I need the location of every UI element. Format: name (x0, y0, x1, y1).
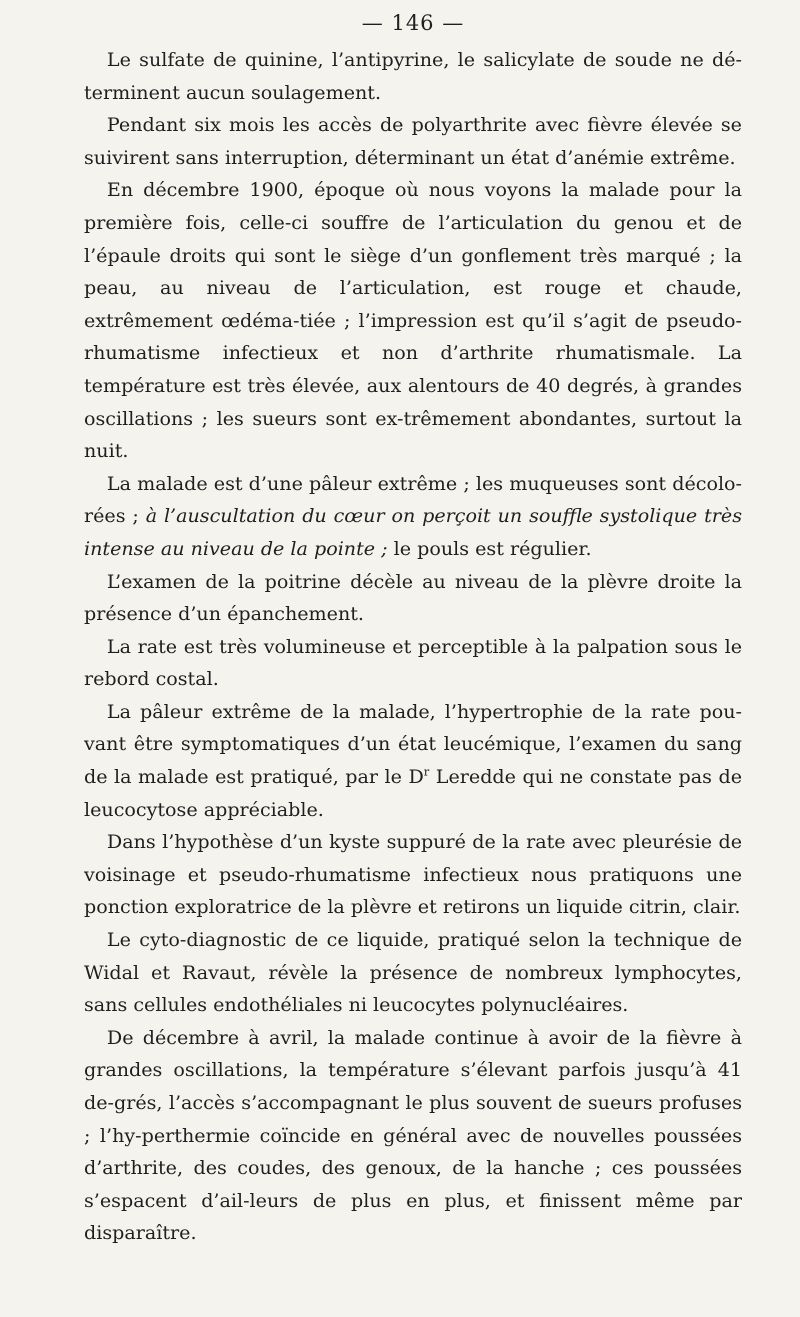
paragraph (84, 696, 742, 826)
paragraph: Le sulfate de quinine, l’antipyrine, le salicylate de soude ne dé-terminent aucun soulagement. (84, 48, 742, 104)
paragraph-text: La malade est d’une pâleur extrême ; les muqueuses sont décolo-rées ; (84, 471, 742, 528)
italic-text: à l’auscultation du cœur on perçoit un souffle systolique très intense au niveau de la pointe ; (84, 504, 742, 560)
paragraph (84, 468, 742, 566)
paragraph: Le cyto-diagnostic de ce liquide, pratiqué selon la technique de Widal et Ravaut, révèle la présence de nombreux lymphocytes, sans cellules endothéliales ni leucocytes polynucléaires. (84, 928, 742, 1017)
body-text (84, 44, 742, 1250)
paragraph: Pendant six mois les accès de polyarthrite avec fièvre élevée se suivirent sans interruption, déterminant un état d’anémie extrême. (84, 113, 742, 169)
paragraph-text: le pouls est régulier. (387, 536, 592, 560)
paragraph: La rate est très volumineuse et perceptible à la palpation sous le rebord costal. (84, 634, 742, 691)
paragraph: Dans l’hypothèse d’un kyste suppuré de la rate avec pleurésie de voisinage et pseudo-rhumatisme infectieux nous pratiquons une ponction exploratrice de la plèvre et retirons un liquide citrin, clair. (84, 830, 742, 919)
paragraph-text: La pâleur extrême de la malade, l’hypertrophie de la rate pou-vant être symptomatiques d’un état leucémique, l’examen du sang de la malade est pratiqué, par le D (84, 699, 742, 789)
paragraph: En décembre 1900, époque où nous voyons la malade pour la première fois, celle-ci souffre de l’articulation du genou et de l’épaule droits qui sont le siège d’un gonflement très marqué ; la peau, au niveau de l’articulation, est rouge et chaude, extrêmement œdéma-tiée ; l’impression est qu’il s’agit de pseudo-rhumatisme infectieux et non d’arthrite rhumatismale. La température est très élevée, aux alentours de 40 degrés, à grandes oscillations ; les sueurs sont ex-trêmement abondantes, surtout la nuit. (84, 178, 742, 463)
paragraph: L’examen de la poitrine décèle au niveau de la plèvre droite la présence d’un épanchement. (84, 569, 742, 626)
paragraph-text: Leredde qui ne constate pas de leucocytose appréciable. (84, 765, 743, 821)
superscript: r (423, 764, 430, 779)
page-number: — 146 — (361, 11, 465, 35)
paragraph: De décembre à avril, la malade continue à avoir de la fièvre à grandes oscillations, la température s’élevant parfois jusqu’à 41 de-grés, l’accès s’accompagnant le plus souvent de sueurs profuses ; l’hy-perthermie coïncide en général avec de nouvelles poussées d’arthrite, des coudes, des genoux, de la hanche ; ces poussées s’espacent d’ail-leurs de plus en plus, et finissent même par disparaître. (84, 1025, 742, 1245)
